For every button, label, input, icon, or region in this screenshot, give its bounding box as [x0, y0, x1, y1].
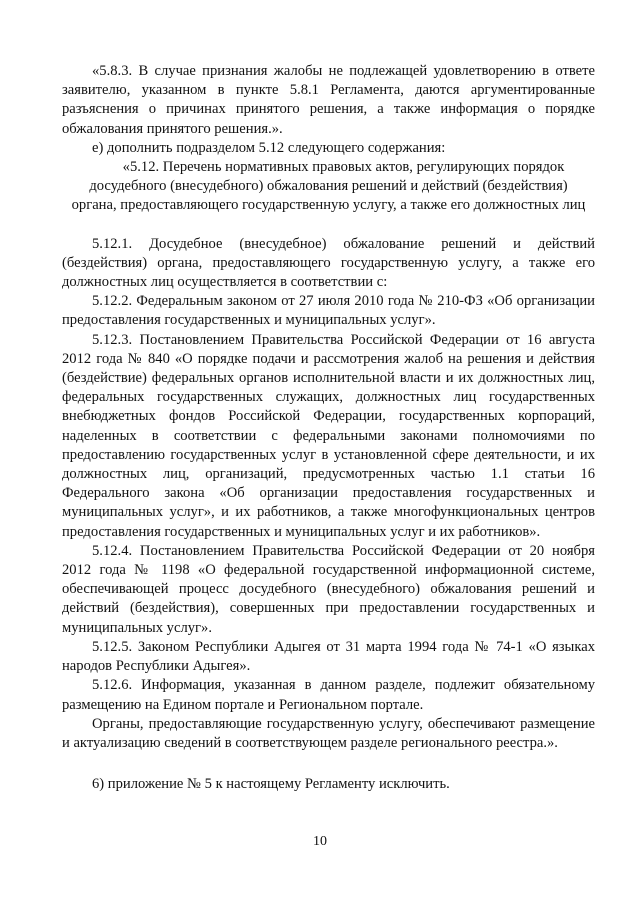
heading-line: органа, предоставляющего государственную услугу, а также его должностных лиц: [71, 197, 586, 214]
spacer: [62, 216, 595, 235]
paragraph-5-12-4: 5.12.4. Постановлением Правительства Российской Федерации от 20 ноября 2012 года № 1198 «О федеральной государственной информационной системе, обеспечивающей процесс досудебного (внесудебного) обжалования решений и действий (бездействия), совершенных при предоставлении государственных и муниципальных услуг».: [62, 542, 595, 636]
heading-line: досудебного (внесудебного) обжалования решений и действий (бездействия): [89, 178, 568, 195]
paragraph-organs: Органы, предоставляющие государственную услугу, обеспечивают размещение и актуализацию сведений в соответствующем разделе регионального реестра.».: [62, 715, 595, 751]
paragraph-closing: 6) приложение № 5 к настоящему Регламенту исключить.: [92, 776, 450, 793]
paragraph-5-12-1: 5.12.1. Досудебное (внесудебное) обжалование решений и действий (бездействия) органа, предоставляющего государственную услугу, а также его должностных лиц осуществляется в соответствии с:: [62, 235, 595, 291]
paragraph-5-12-5: 5.12.5. Законом Республики Адыгея от 31 марта 1994 года № 74-1 «О языках народов Республики Адыгея».: [62, 638, 595, 675]
paragraph-5-12-3: 5.12.3. Постановлением Правительства Российской Федерации от 16 августа 2012 года № 840 «О порядке подачи и рассмотрения жалоб на решения и действия (бездействие) федеральных органов исполнительной власти и их должностных лиц, федеральных государственных служащих, должностных лиц государственных внебюджетных фондов Российской Федерации, государственных корпораций, наделенных в соответствии с федеральными законами полномочиями по предоставлению государственных услуг в установленной сфере деятельности, и их должностных лиц, организаций, предусмотренных частью 1.1 статьи 16 Федерального закона «Об организации предоставления государственных и муниципальных услуг», и их работников, а также многофункциональных центров предоставления государственных и муниципальных услуг и их работников».: [62, 331, 595, 540]
spacer: [62, 753, 595, 775]
page-number: 10: [313, 834, 327, 849]
paragraph-5-12-6: 5.12.6. Информация, указанная в данном разделе, подлежит обязательному размещению на Едином портале и Региональном портале.: [62, 677, 595, 713]
section-heading-5-12: [62, 158, 595, 216]
paragraph-5-12-2: 5.12.2. Федеральным законом от 27 июля 2010 года № 210-ФЗ «Об организации предоставления государственных и муниципальных услуг».: [62, 293, 595, 329]
document-body: [62, 62, 595, 794]
paragraph-5-8-3: «5.8.3. В случае признания жалобы не подлежащей удовлетворению в ответе заявителю, указанном в пункте 5.8.1 Регламента, даются аргументированные разъяснения о причинах принятого решения, а также информация о порядке обжалования принятого решения.».: [62, 63, 595, 137]
heading-line: «5.12. Перечень нормативных правовых актов, регулирующих порядок: [122, 159, 565, 176]
paragraph-add-subsection: е) дополнить подразделом 5.12 следующего содержания:: [92, 139, 446, 156]
